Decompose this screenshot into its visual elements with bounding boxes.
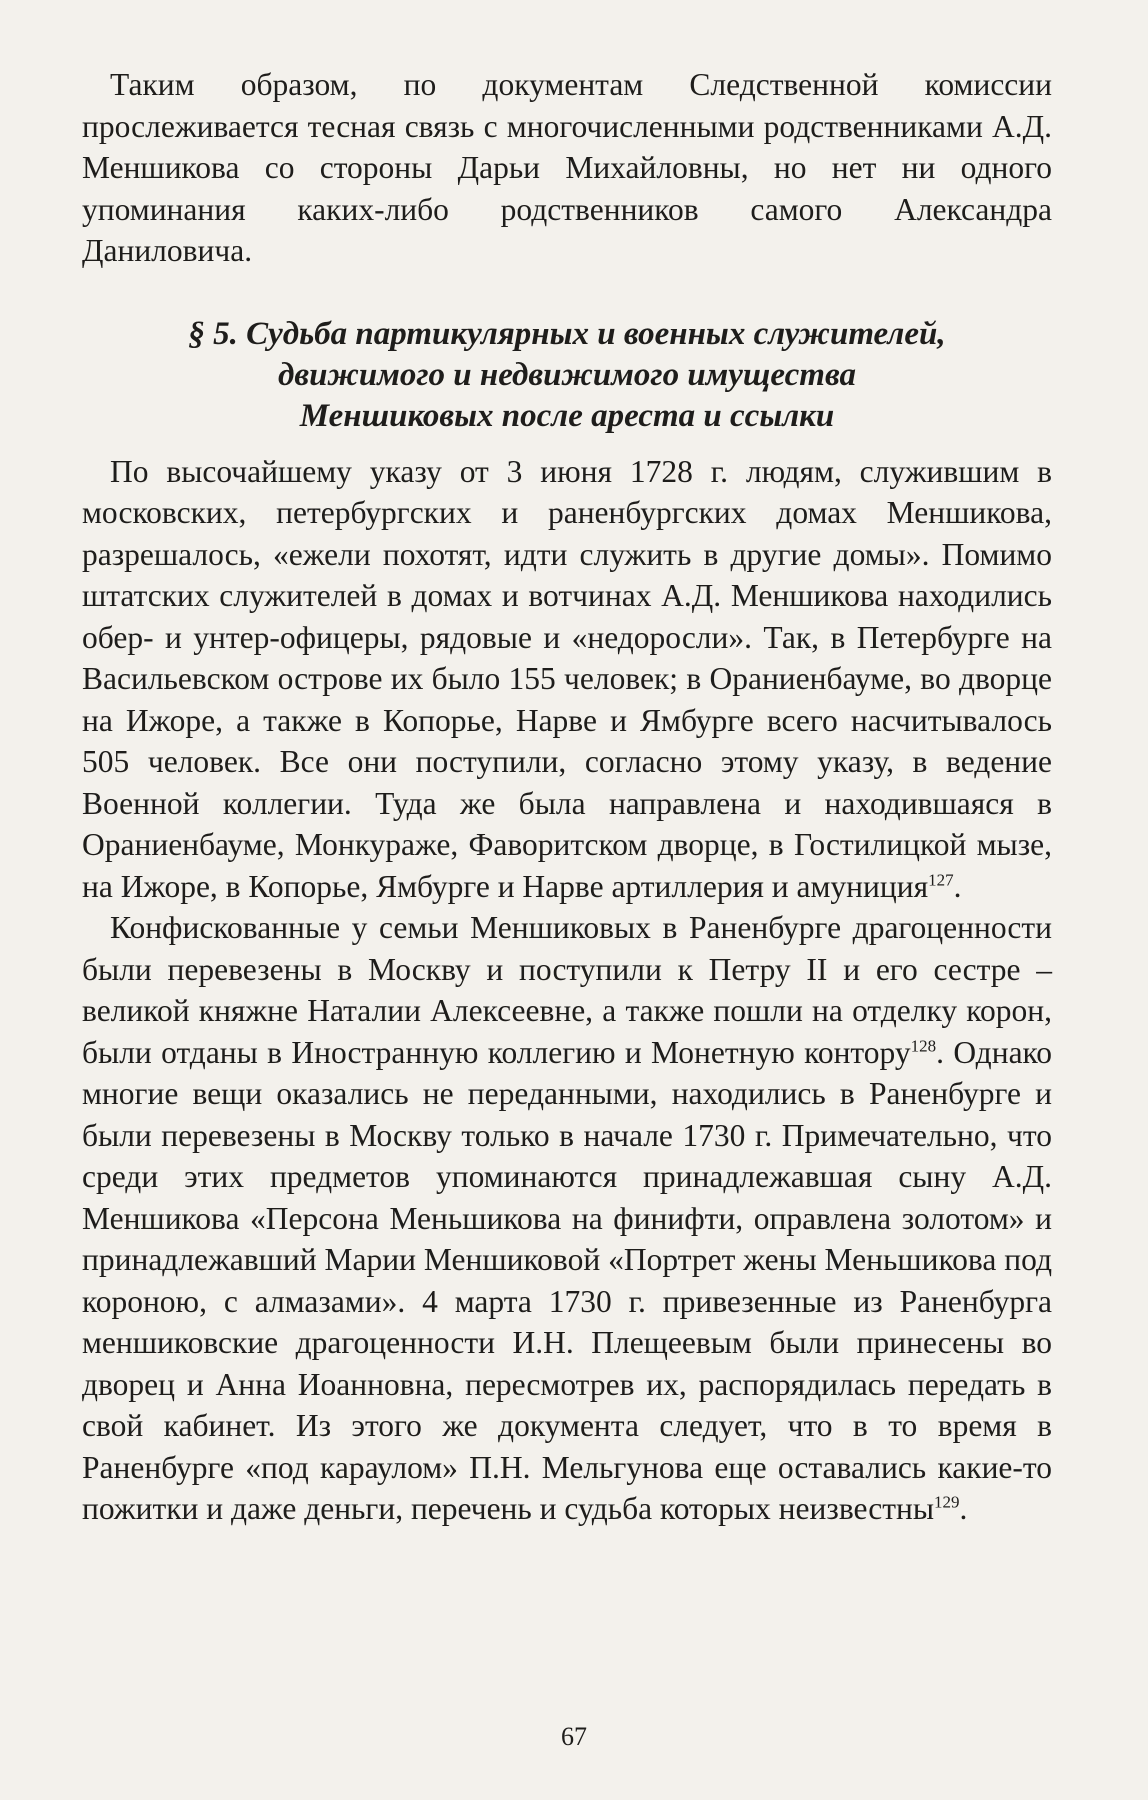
footnote-ref-127: 127 <box>928 870 954 889</box>
section-heading-line-2: движимого и недвижимого имущества <box>278 356 856 393</box>
paragraph-jewels-text-b: . Однако многие вещи оказались не переданными, находились в Раненбурге и были перевезены в Москву только в начале 1730 г. Примечательно, что среди этих предметов упоминаются принадлежавшая сыну А.Д. Меншикова «Персона Меньшикова на финифти, оправлена золотом» и принадлежавший Марии Меншиковой «Портрет жены Меньшикова под короною, с алмазами». 4 марта 1730 г. привезенные из Раненбурга меншиковские драгоценности И.Н. Плещеевым были принесены во дворец и Анна Иоанновна, пересмотрев их, распорядилась передать в свой кабинет. Из этого же документа следует, что в то время в Раненбурге «под караулом» П.Н. Мельгунова еще оставались какие-то пожитки и даже деньги, перечень и судьба которых неизвестны <box>82 1034 1052 1526</box>
paragraph-decree-end: . <box>953 868 962 904</box>
section-heading-line-3: Меншиковых после ареста и ссылки <box>299 397 835 434</box>
section-heading <box>82 314 1052 437</box>
intro-paragraph: Таким образом, по документам Следственной комиссии прослеживается тесная связь с многочисленными родственниками А.Д. Меншикова со стороны Дарьи Михайловны, но нет ни одного упоминания каких-либо родственников самого Александра Даниловича. <box>82 67 1052 268</box>
paragraph-jewels <box>82 907 1052 1530</box>
footnote-ref-128: 128 <box>910 1036 937 1055</box>
page-number: 67 <box>561 1722 587 1751</box>
paragraph-decree-text: По высочайшему указу от 3 июня 1728 г. людям, служившим в московских, петербургских и раненбургских домах Меншикова, разрешалось, «ежели похотят, идти служить в другие домы». Помимо штатских служителей в домах и вотчинах А.Д. Меншикова находились обер- и унтер-офицеры, рядовые и «недоросли». Так, в Петербурге на Васильевском острове их было 155 человек; в Ораниенбауме, во дворце на Ижоре, а также в Копорье, Нарве и Ямбурге всего насчитывалось 505 человек. Все они поступили, согласно этому указу, в ведение Военной коллегии. Туда же была направлена и находившаяся в Ораниенбауме, Монкураже, Фаворитском дворце, в Гостилицкой мызе, на Ижоре, в Копорье, Ямбурге и Нарве артиллерия и амуниция <box>82 453 1052 904</box>
paragraph-decree <box>82 451 1052 908</box>
footnote-ref-129: 129 <box>934 1492 960 1512</box>
paragraph-jewels-text-a: Конфискованные у семьи Меншиковых в Раненбурге драгоценности были перевезены в Москву и поступили к Петру II и его сестре – великой княжне Наталии Алексеевне, а также пошли на отделку корон, были отданы в Иностранную коллегию и Монетную контору <box>82 910 1052 1070</box>
paragraph-jewels-end: . <box>959 1491 968 1526</box>
section-heading-line-1: § 5. Судьба партикулярных и военных служителей, <box>188 315 946 352</box>
